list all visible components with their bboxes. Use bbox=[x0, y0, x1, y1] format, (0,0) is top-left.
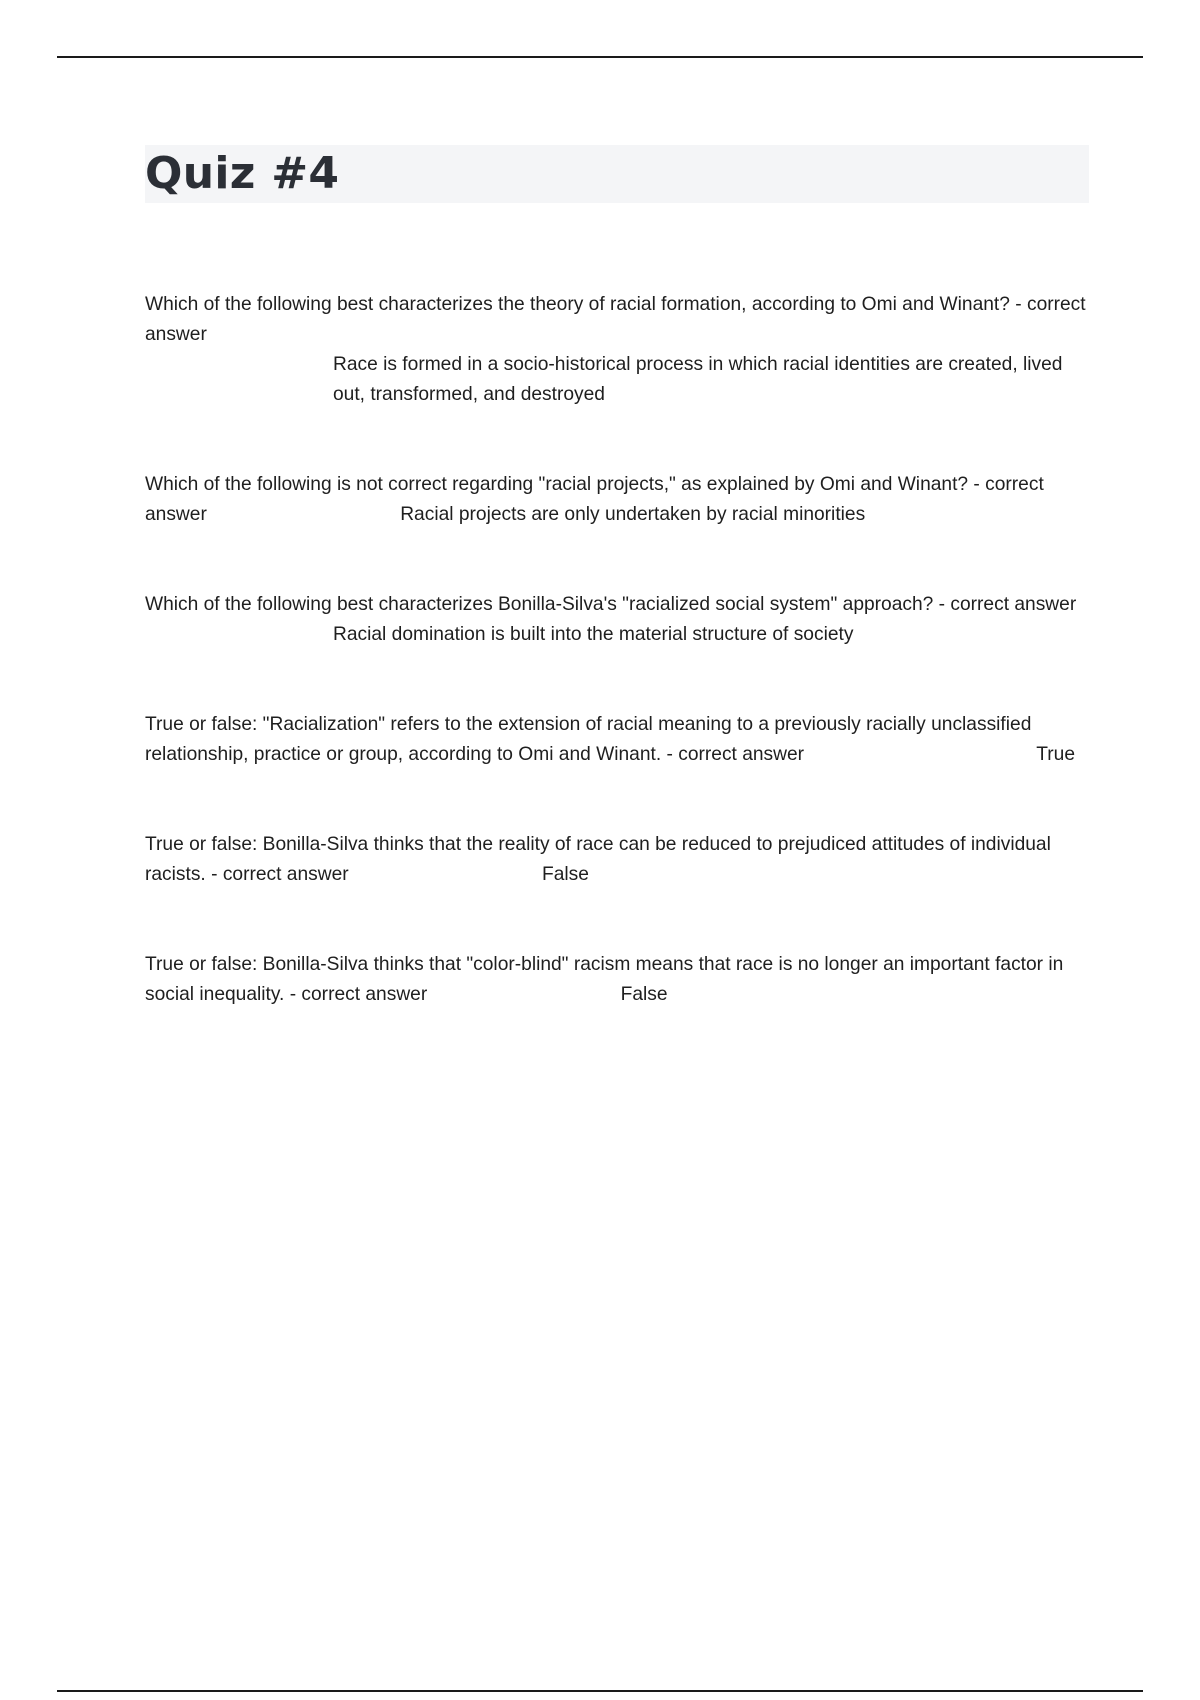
page-title: Quiz #4 bbox=[145, 148, 340, 199]
answer-text: True bbox=[1036, 744, 1075, 765]
top-rule bbox=[57, 56, 1143, 58]
question-text: True or false: "Racialization" refers to the extension of racial meaning to a previously racially unclassified relationship, practice or group, according to Omi and Winant. - correct answer bbox=[145, 714, 1032, 765]
answer-text: False bbox=[620, 984, 668, 1005]
qa-item-1 bbox=[145, 290, 1093, 410]
qa-list bbox=[145, 290, 1093, 1070]
question-text: True or false: Bonilla-Silva thinks that "color-blind" racism means that race is no longer an important factor in social inequality. - correct answer bbox=[145, 954, 1064, 1005]
qa-item-6 bbox=[145, 950, 1093, 1010]
answer-text: Racial projects are only undertaken by racial minorities bbox=[400, 504, 866, 525]
qa-item-2 bbox=[145, 470, 1093, 530]
question-text: True or false: Bonilla-Silva thinks that the reality of race can be reduced to prejudiced attitudes of individual racists. - correct answer bbox=[145, 834, 1051, 885]
bottom-rule bbox=[57, 1690, 1143, 1692]
answer-text: Race is formed in a socio-historical process in which racial identities are created, lived out, transformed, and destroyed bbox=[333, 354, 1063, 405]
qa-item-4 bbox=[145, 710, 1093, 770]
question-text: Which of the following best characterizes the theory of racial formation, according to Omi and Winant? - correct answer bbox=[145, 294, 1086, 345]
question-text: Which of the following is not correct regarding "racial projects," as explained by Omi and Winant? - correct answer bbox=[145, 474, 1044, 525]
answer-text: False bbox=[542, 864, 589, 885]
qa-item-3 bbox=[145, 590, 1093, 650]
question-text: Which of the following best characterizes Bonilla-Silva's "racialized social system" approach? - correct answer bbox=[145, 594, 1077, 615]
qa-item-5 bbox=[145, 830, 1093, 890]
answer-text: Racial domination is built into the material structure of society bbox=[333, 624, 854, 645]
